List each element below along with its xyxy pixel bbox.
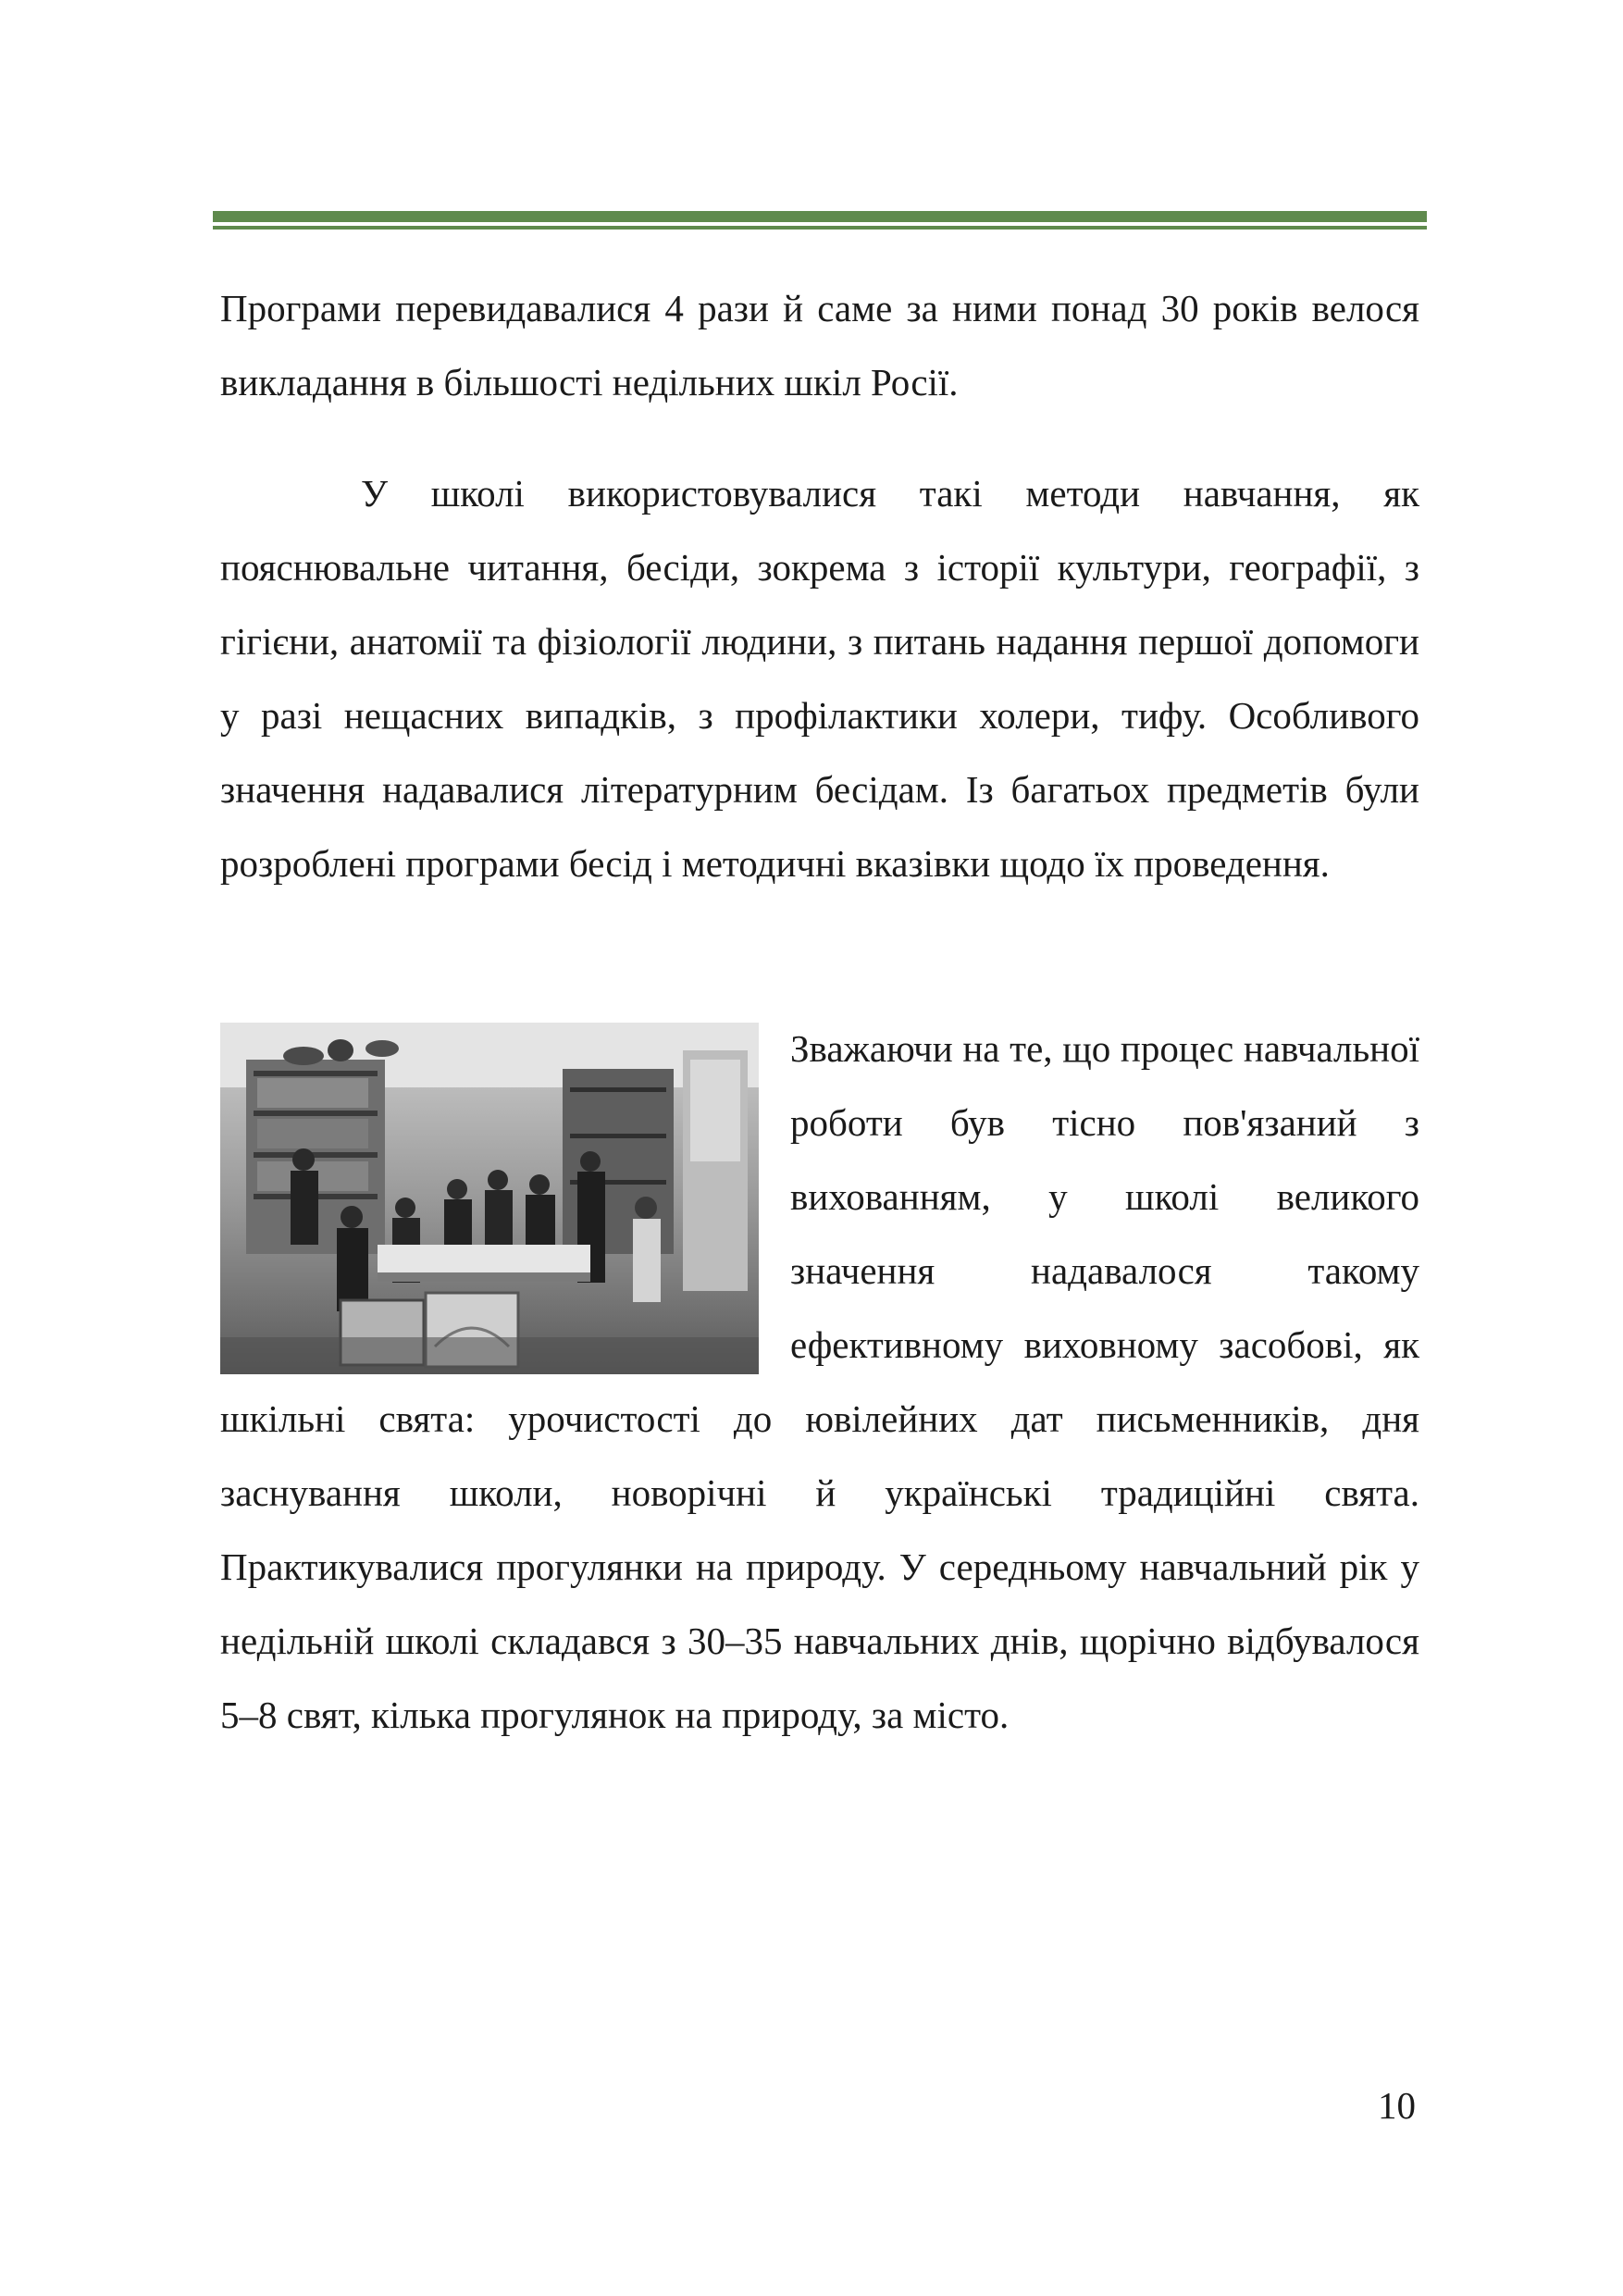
page-number: 10	[1378, 2084, 1416, 2127]
paragraph-2: У школі використовувалися такі методи навчання, як пояснювальне читання, бесіди, зокрема з історії культури, географії, з гігієни, анатомії та фізіології людини, з питань надання першої допомоги у разі нещасних випадків, з профілактики холери, тифу. Особливого значення надавалися літературним бесідам. Із багатьох предметів були розроблені програми бесід і методичні вказівки щодо їх проведення.	[220, 472, 1419, 885]
photo-frame	[220, 1011, 790, 1374]
historic-classroom-photo	[220, 1023, 759, 1374]
paragraph-3: Зважаючи на те, що процес навчальної роботи був тісно пов'язаний з вихованням, у школі великого значення надавалося такому ефективному виховному засобові, як шкільні свята: урочистості до ювілейних дат письменників, дня заснування школи, новорічні й українські традиційні свята. Практикувалися прогулянки на природу. У середньому навчальний рік у недільній школі складався з 30–35 навчальних днів, щорічно відбувалося 5–8 свят, кілька прогулянок на природу, за місто.	[220, 1027, 1419, 1736]
header-rule-thin	[213, 226, 1427, 230]
paragraph-1: Програми перевидавалися 4 рази й саме за ними понад 30 років велося викладання в більшості недільних шкіл Росії.	[220, 287, 1419, 403]
header-rule	[213, 211, 1427, 231]
header-rule-thick	[213, 211, 1427, 222]
paragraph-3-container	[220, 1011, 1419, 1752]
